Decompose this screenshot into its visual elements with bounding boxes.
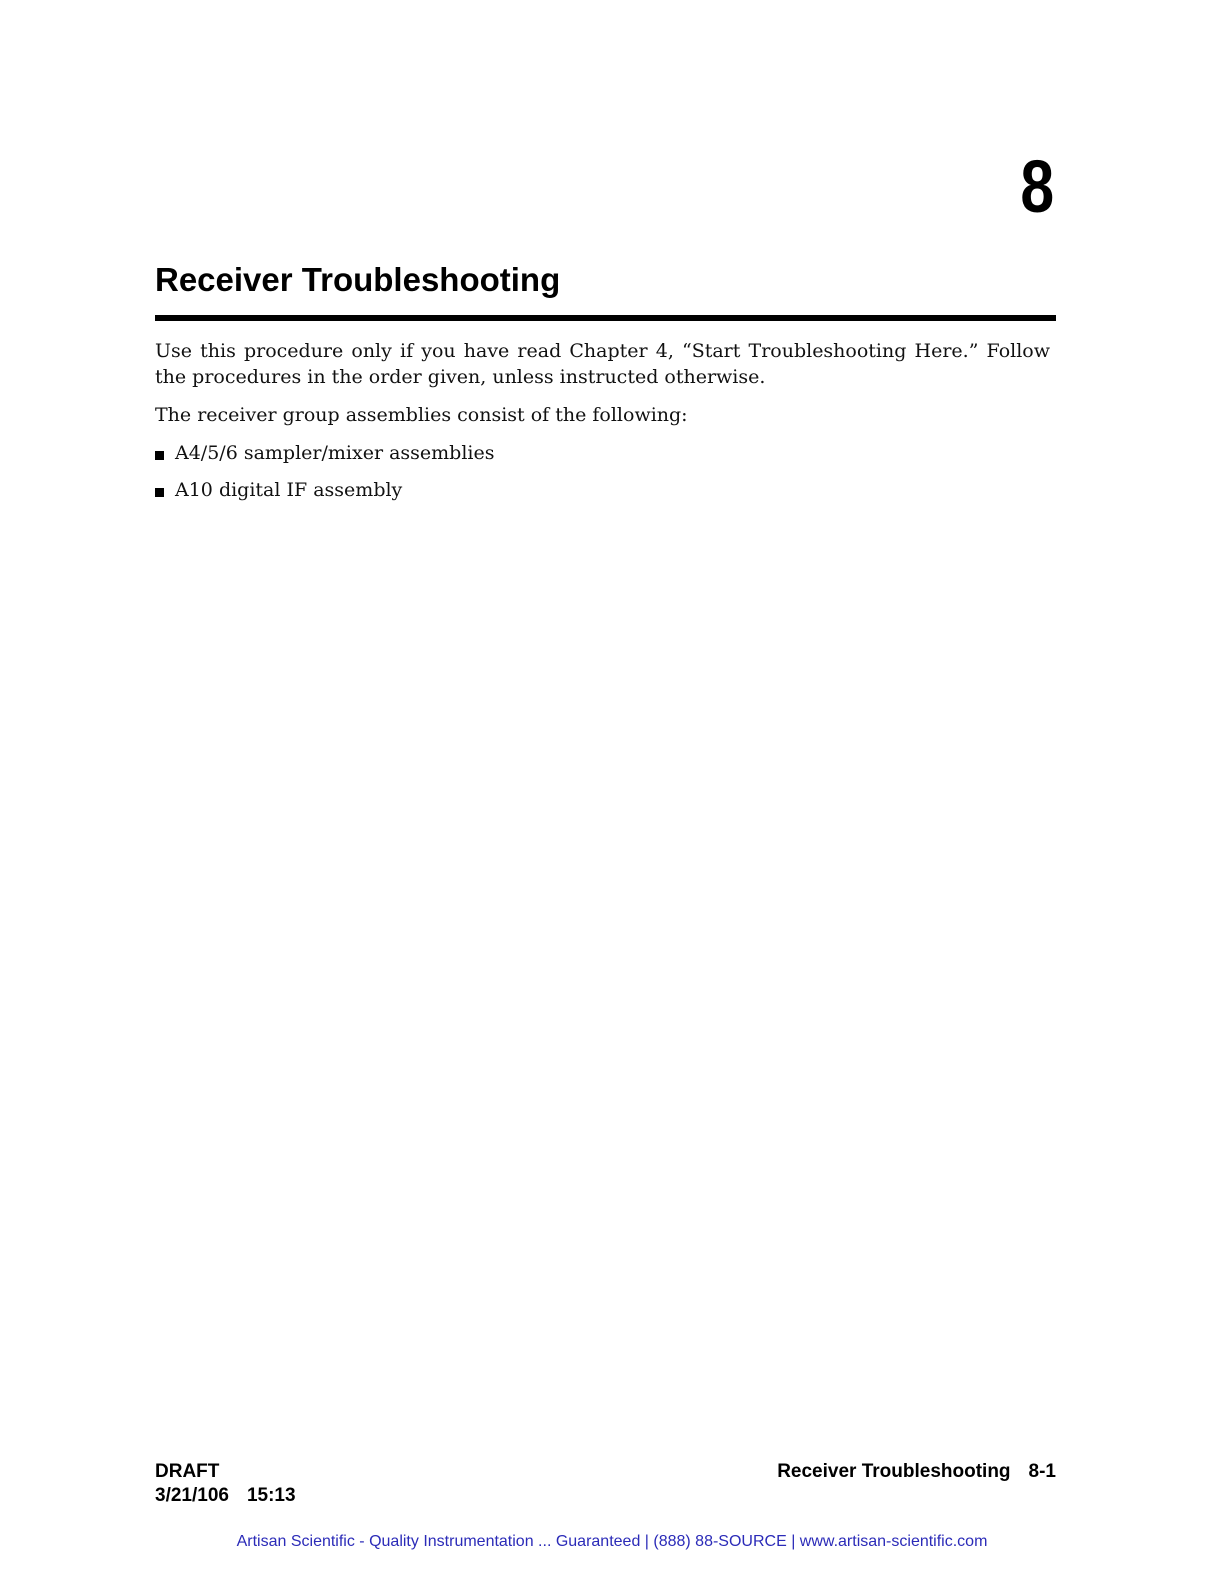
vendor-banner-link[interactable]: Artisan Scientific - Quality Instrumentation ... Guaranteed | (888) 88-SOURCE | www.artisan-scientific.com (236, 1533, 988, 1550)
list-item-text: A4/5/6 sampler/mixer assemblies (175, 442, 495, 464)
assembly-list (155, 440, 1050, 503)
chapter-number: 8 (1020, 145, 1054, 228)
time-text: 15:13 (246, 1485, 296, 1506)
assemblies-paragraph: The receiver group assemblies consist of the following: (155, 404, 688, 426)
list-item (155, 477, 1050, 503)
body-text (155, 338, 1050, 514)
page-number: 8-1 (1028, 1461, 1056, 1482)
date-text: 3/21/106 (155, 1485, 229, 1506)
square-bullet-icon (155, 488, 164, 497)
list-item-text: A10 digital IF assembly (175, 479, 403, 501)
title-rule (155, 315, 1056, 321)
footer-left (155, 1460, 296, 1508)
footer-date (155, 1484, 296, 1508)
running-title: Receiver Troubleshooting (777, 1461, 1011, 1482)
chapter-title: Receiver Troubleshooting (155, 261, 561, 298)
draft-label: DRAFT (155, 1461, 220, 1482)
intro-paragraph: Use this procedure only if you have read Chapter 4, “Start Troubleshooting Here.” Follow the procedures in the order given, unless instructed otherwise. (155, 340, 1050, 388)
square-bullet-icon (155, 451, 164, 460)
footer-right (777, 1460, 1056, 1484)
list-item (155, 440, 1050, 466)
